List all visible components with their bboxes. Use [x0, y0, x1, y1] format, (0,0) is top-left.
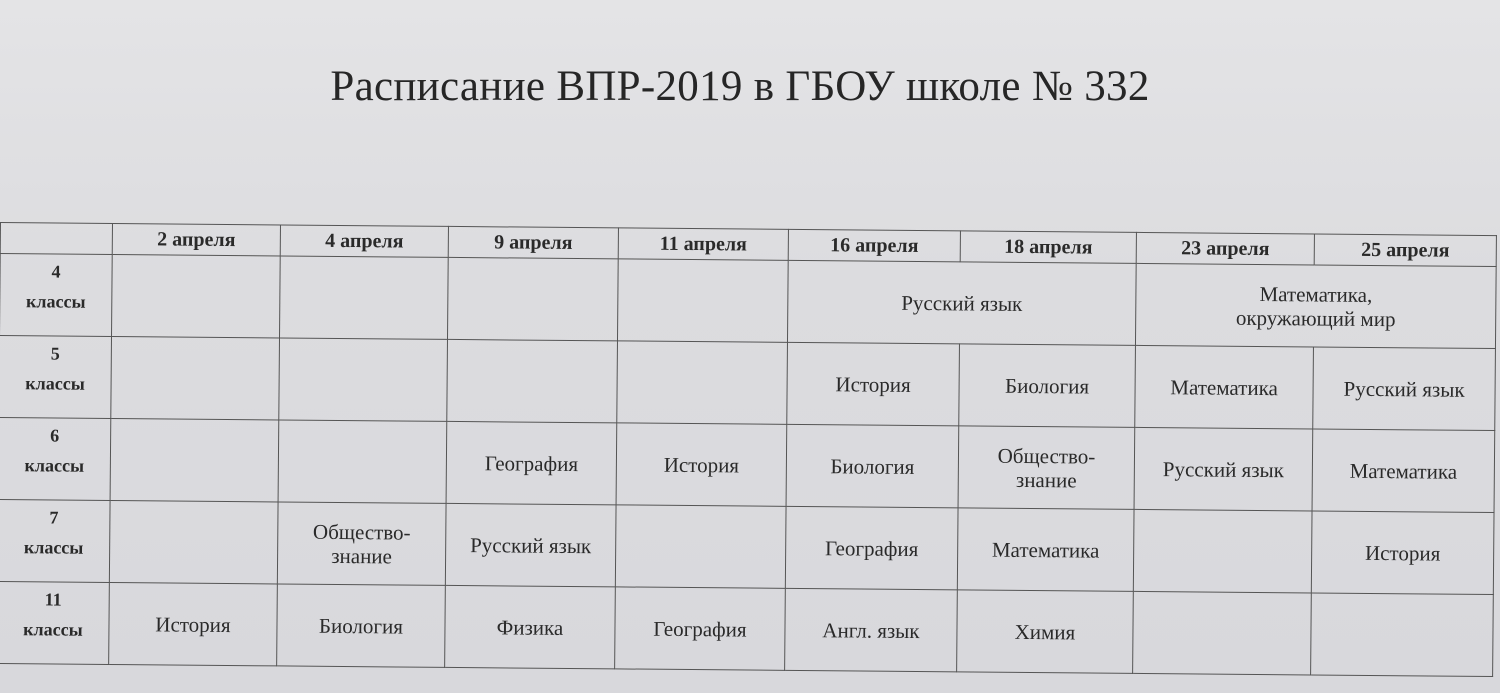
table-cell: Биология: [786, 424, 959, 507]
date-header: 25 апреля: [1314, 234, 1496, 267]
row-header: 11 классы: [0, 581, 109, 664]
row-header: 4 классы: [0, 254, 112, 337]
table-cell: [110, 418, 279, 501]
table-cell: География: [446, 421, 617, 504]
table-cell: История: [787, 342, 960, 425]
table-row: [0, 581, 1493, 676]
table-cell: [447, 257, 618, 340]
table-cell: [109, 500, 278, 583]
table-cell: Русский язык: [1134, 427, 1313, 511]
table-cell: [279, 256, 448, 339]
table-cell: История: [1311, 511, 1494, 595]
row-header: 5 классы: [0, 336, 112, 419]
table-cell: [615, 505, 786, 588]
table-cell: Биология: [959, 344, 1136, 428]
table-cell: [447, 339, 618, 422]
table-row: [0, 499, 1494, 594]
table-cell: [279, 338, 448, 421]
table-cell: История: [109, 582, 278, 665]
table-cell: [1133, 509, 1312, 593]
table-row: [0, 417, 1495, 512]
table-cell: Русский язык: [1313, 347, 1496, 431]
table-cell: Химия: [957, 590, 1134, 674]
table-cell: [111, 336, 280, 419]
table-cell: Русский язык: [445, 503, 616, 586]
schedule-table: [0, 222, 1497, 677]
table-row: [0, 336, 1495, 431]
table-cell: Англ. язык: [785, 588, 958, 671]
table-cell: Физика: [445, 585, 616, 668]
table-cell: Математика: [957, 508, 1134, 592]
table-cell: География: [785, 506, 958, 589]
table-cell: Математика: [1135, 345, 1314, 429]
table-cell: Русский язык: [787, 260, 1136, 345]
page-title: Расписание ВПР-2019 в ГБОУ школе № 332: [330, 63, 1150, 110]
date-header: 4 апреля: [280, 225, 448, 257]
table-cell: Математика, окружающий мир: [1135, 263, 1496, 348]
table-cell: [617, 341, 788, 424]
row-header: 6 классы: [0, 417, 111, 500]
table-cell: Биология: [277, 584, 446, 667]
table-cell: [112, 254, 281, 337]
table-cell: [617, 259, 788, 342]
table-row: [0, 254, 1496, 349]
table-cell: История: [616, 423, 787, 506]
date-header: 16 апреля: [788, 229, 960, 261]
table-cell: Математика: [1312, 429, 1495, 513]
table-cell: [1311, 593, 1494, 677]
corner-cell: [0, 223, 112, 255]
row-header: 7 классы: [0, 499, 110, 582]
date-header: 9 апреля: [448, 226, 618, 258]
date-header: 18 апреля: [960, 231, 1136, 264]
date-header: 11 апреля: [618, 228, 788, 260]
table-cell: Общество- знание: [958, 426, 1135, 510]
date-header: 23 апреля: [1136, 232, 1314, 265]
date-header: 2 апреля: [112, 223, 280, 255]
table-cell: [278, 420, 447, 503]
table-cell: Общество- знание: [277, 502, 446, 585]
table-cell: География: [615, 587, 786, 670]
table-cell: [1133, 591, 1312, 675]
